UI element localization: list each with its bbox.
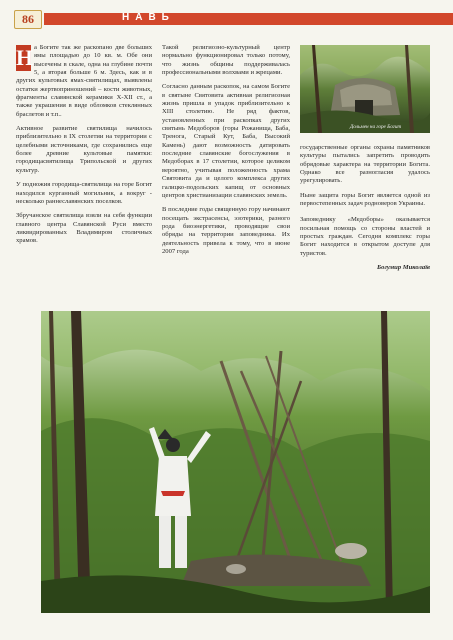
paragraph: Такой религиозно-культурный центр нормально функционировал только потому, что жизнь общины поддерживалась профессиональными волхвами и жрецами. [162,44,290,77]
photo-caption: Дольмен на горе Богит [350,124,402,130]
page-header [0,10,453,28]
paragraph: Збручанское святилища взяли на себя функции главного центра Славянской Руси вместо ликвидированных Владимиром столичных храмов. [16,212,152,245]
paragraph: Согласно данным раскопок, на самом Богите в святыне Святовита активная религиозная жизнь пришла в упадок приблизительно к XIII столетию. Не ряд фактов, установленных при раскопках других святынь Медоборов (горы Рожанища, Баба, Тренога, Старый Кут, Баба, Высокий Камень) дают возможность датировать последние славянские богослужения в Медоборах в 17 столетии, которое целиком вероятно, учитывая положенность храма Святовита да и целого комплекса других галицко-подольских капищ от основных центров христианизации славянских земель. [162,83,290,199]
section-title: НАВЬ [122,12,175,23]
drop-cap: Н [16,45,34,70]
article-column-1 [16,44,152,252]
paragraph: государственные органы охраны памятников культуры пытались запретить проводить обрядовые характера на территории Богита. Однако все разногласия удалось урегулировать. [300,144,430,185]
article-column-2 [162,44,290,262]
paragraph: В последние годы священную гору начинают посещать экстрасенсы, эзотерики, разного рода биоэнергетики, проводящие свои обряды на территории заповедника. Их деятельность привела к тому, что в июне 2007 года [162,206,290,255]
paragraph: У подножия городища-святилища на горе Богит находился курганный могильник, а вокруг - несколько раннеславянских поселков. [16,181,152,205]
header-band [44,13,453,25]
paragraph: Заповеднику «Медоборы» оказывается посильная помощь со стороны властей и простых граждан. Сегодня комплекс горы Богит находится в открытом доступе для туристов. [300,216,430,257]
paragraph: Активное развитие святилища начилось приблизительно в IX столетии на территории с целебными источниками, где сохранились еще более древние культовые памятки: городищасвятилища Трипольской и других культур. [16,125,152,174]
author-signature: Богумир Миколаїв [376,264,430,272]
article-column-3 [300,144,430,278]
paragraph: Н а Богите так же раскопано две больших ямы площадью до 10 кв. м. Обе они высечены в скале, одна на глубине почти 5, а вторая больше 6 м. Здесь, как и в других культовых ямах-святилищах, выявлены остатки жертвоприношений – кости животных, фрагменты славянской керамики X-XII ст., а также украшения в виде обломков стеклянных браслетов и т.п.. [16,44,152,118]
page-number: 86 [14,10,42,29]
paragraph: Ныне защита горы Богит является одной из первостепенных задач родноверов Украины. [300,191,430,208]
dolmen-photo [300,45,430,133]
ritual-photo [41,311,430,613]
